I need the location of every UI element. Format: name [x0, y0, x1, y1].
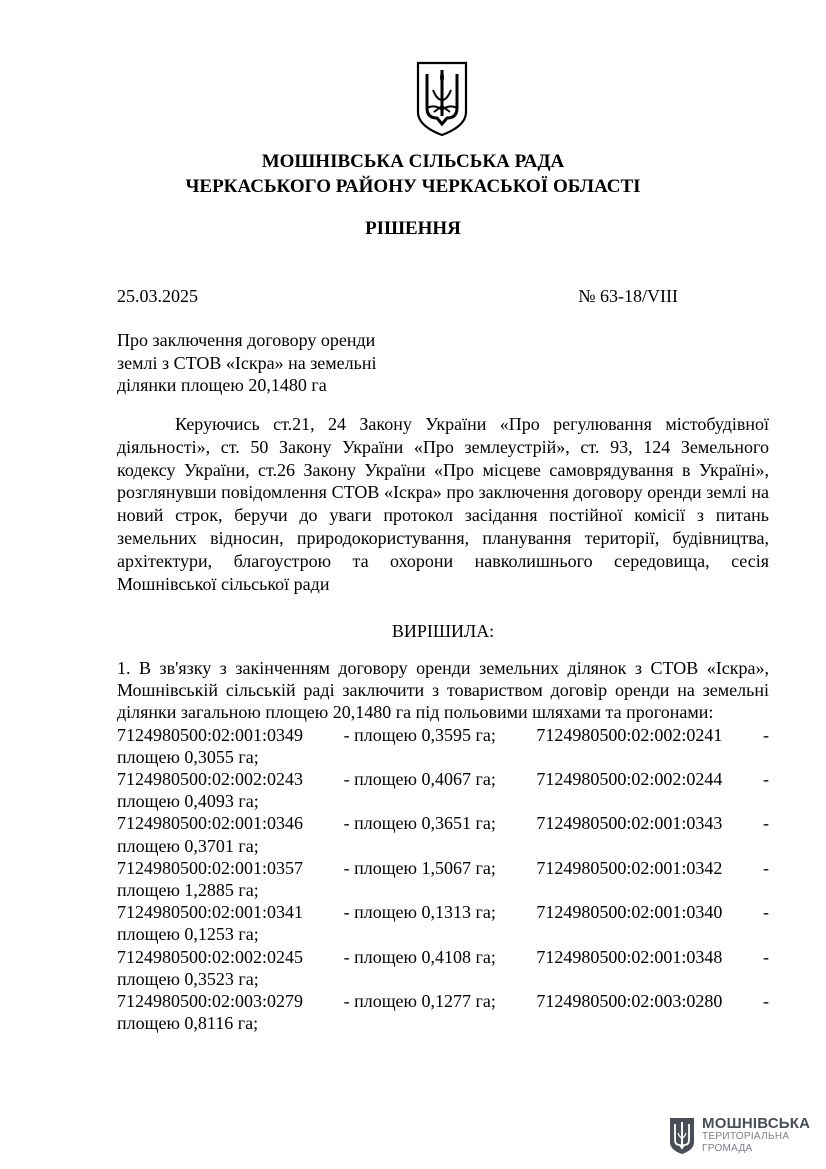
cadastral-number: 7124980500:02:001:0343	[536, 813, 723, 834]
plot-area: - площею 1,5067 га;	[343, 857, 496, 878]
plot-pair	[117, 901, 769, 945]
brand-line: МОШНІВСЬКА	[702, 1115, 811, 1132]
decided-heading: ВИРІШИЛА:	[391, 621, 495, 641]
cadastral-number: 7124980500:02:002:0245	[117, 946, 304, 967]
dash: -	[763, 946, 769, 967]
community-logo	[668, 1115, 811, 1158]
plot-area: площею 0,3055 га;	[117, 746, 259, 767]
plot-list	[117, 724, 769, 1035]
cadastral-number: 7124980500:02:002:0244	[536, 769, 723, 790]
cadastral-number: 7124980500:02:001:0346	[117, 813, 304, 834]
cadastral-number: 7124980500:02:003:0280	[536, 991, 723, 1012]
cadastral-number: 7124980500:02:001:0341	[117, 902, 304, 923]
plot-pair	[117, 990, 769, 1034]
dash: -	[763, 769, 769, 790]
plot-pair	[117, 768, 769, 812]
subject-line: землі з СТОВ «Іскра» на земельні	[117, 352, 377, 373]
preamble-paragraph: Керуючись ст.21, 24 Закону України «Про регулювання містобудівної діяльності», ст. 50 Закону України «Про землеустрій», ст. 93, 124 Земельного кодексу України, ст.26 Закону України «Про місцеве самоврядування в Україні», розглянувши повідомлення СТОВ «Іскра» про заключення договору оренди землі на новий строк, беручи до уваги протокол засідання постійної комісії з питань земельних відносин, природокористування, планування території, будівництва, архітектури, благоустрою та охорони навколишнього середовища, сесія Мошнівської сільської ради	[117, 414, 769, 594]
plot-area: - площею 0,4067 га;	[343, 769, 496, 790]
plot-area: площею 0,4093 га;	[117, 791, 259, 812]
dash: -	[763, 857, 769, 878]
decision-date: 25.03.2025	[117, 286, 198, 306]
dash: -	[763, 902, 769, 923]
decision-body	[117, 657, 769, 1034]
decision-subject	[117, 329, 377, 397]
council-title: МОШНІВСЬКА СІЛЬСЬКА РАДА	[261, 151, 565, 172]
brand-line: ГРОМАДА	[702, 1143, 753, 1154]
plot-pair	[117, 857, 769, 901]
dash: -	[763, 813, 769, 834]
trident-icon	[668, 1116, 696, 1156]
plot-area: - площею 0,1277 га;	[343, 991, 496, 1012]
cadastral-number: 7124980500:02:003:0279	[117, 991, 304, 1012]
cadastral-number: 7124980500:02:001:0349	[117, 724, 304, 745]
dash: -	[763, 724, 769, 745]
plot-pair	[117, 812, 769, 856]
cadastral-number: 7124980500:02:002:0243	[117, 769, 304, 790]
cadastral-number: 7124980500:02:001:0357	[117, 857, 304, 878]
decision-number: № 63-18/VIII	[578, 286, 678, 306]
plot-pair	[117, 724, 769, 768]
plot-area: площею 0,3701 га;	[117, 835, 259, 856]
district-title: ЧЕРКАСЬКОГО РАЙОНУ ЧЕРКАСЬКОЇ ОБЛАСТІ	[185, 176, 641, 197]
plot-area: площею 0,3523 га;	[117, 968, 259, 989]
trident-coat-of-arms-icon	[415, 60, 469, 138]
plot-area: - площею 0,3595 га;	[343, 724, 496, 745]
subject-line: Про заключення договору оренди	[117, 330, 376, 350]
cadastral-number: 7124980500:02:001:0342	[536, 857, 723, 878]
subject-line: ділянки площею 20,1480 га	[117, 375, 327, 395]
plot-area: - площею 0,4108 га;	[343, 946, 496, 967]
plot-area: площею 0,8116 га;	[117, 1013, 259, 1034]
plot-area: - площею 0,1313 га;	[343, 902, 496, 923]
community-brand	[702, 1116, 810, 1155]
dash: -	[763, 991, 769, 1012]
plot-area: площею 1,2885 га;	[117, 880, 259, 901]
brand-line: ТЕРИТОРІАЛЬНА	[702, 1131, 790, 1142]
cadastral-number: 7124980500:02:001:0348	[536, 946, 723, 967]
decision-item-1: 1. В зв'язку з закінченням договору оренди земельних ділянок з СТОВ «Іскра», Мошнівській сільській раді заключити з товариством договір оренди на земельні ділянки загальною площею 20,1480 га під польовими шляхами та прогонами:	[117, 658, 769, 723]
plot-pair	[117, 946, 769, 990]
cadastral-number: 7124980500:02:001:0340	[536, 902, 723, 923]
plot-area: площею 0,1253 га;	[117, 924, 259, 945]
council-name	[0, 149, 826, 199]
cadastral-number: 7124980500:02:002:0241	[536, 724, 723, 745]
plot-area: - площею 0,3651 га;	[343, 813, 496, 834]
document-type: РІШЕННЯ	[365, 218, 461, 239]
